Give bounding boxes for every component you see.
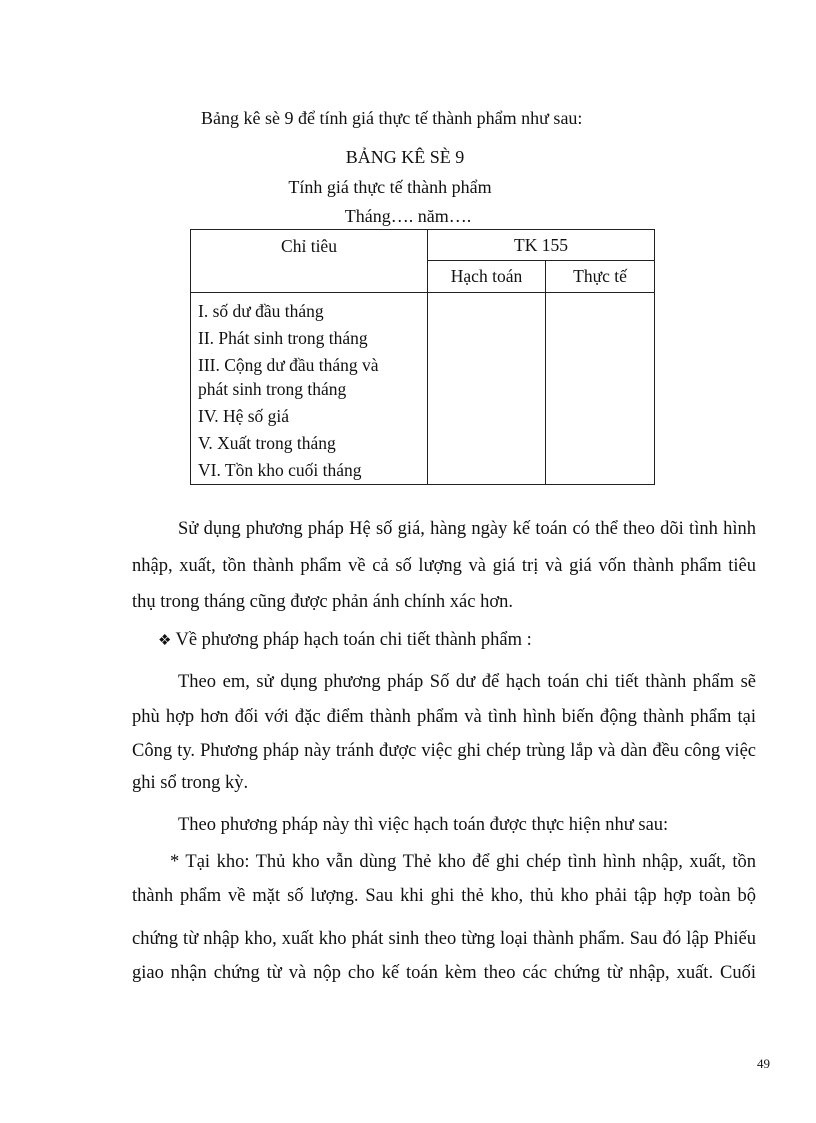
paragraph-line: Theo phương pháp này thì việc hạch toán được thực hiện như sau: — [178, 815, 669, 835]
header-criteria: Chỉ tiêu — [191, 230, 428, 293]
paragraph-line: Sử dụng phương pháp Hệ số giá, hàng ngày kế toán có thể theo dõi tình hình — [178, 519, 756, 539]
row-opening-balance: I. số dư đầu tháng — [198, 301, 324, 321]
cell-book-values — [428, 293, 546, 485]
row-closing-stock: VI. Tồn kho cuối tháng — [198, 460, 362, 480]
header-book-value: Hạch toán — [428, 261, 546, 293]
row-issued: V. Xuất trong tháng — [198, 433, 336, 453]
intro-line: Bảng kê sè 9 để tính giá thực tế thành phẩm như sau: — [201, 108, 583, 128]
bullet-heading — [158, 630, 532, 651]
paragraph-line: giao nhận chứng từ và nộp cho kế toán kèm theo các chứng từ nhập, xuất. Cuối — [132, 963, 756, 983]
paragraph-line: Công ty. Phương pháp này tránh được việc ghi chép trùng lắp và dàn đều công việc — [132, 741, 756, 761]
criteria-list — [191, 293, 428, 485]
page-number: 49 — [757, 1056, 770, 1071]
cell-actual-values — [546, 293, 655, 485]
paragraph-line: * Tại kho: Thủ kho vẫn dùng Thẻ kho để ghi chép tình hình nhập, xuất, tồn — [170, 852, 756, 872]
header-actual-value: Thực tế — [546, 261, 655, 293]
table-period: Tháng…. năm…. — [344, 206, 472, 226]
bullet-text: Về phương pháp hạch toán chi tiết thành phẩm : — [175, 630, 532, 650]
price-table — [190, 229, 655, 485]
table-subtitle: Tính giá thực tế thành phẩm — [288, 177, 492, 197]
diamond-bullet-icon: ❖ — [158, 633, 172, 649]
paragraph-line: Theo em, sử dụng phương pháp Số dư để hạch toán chi tiết thành phẩm sẽ — [178, 672, 756, 692]
row-total-b: phát sinh trong tháng — [198, 379, 347, 399]
paragraph-line: ghi sổ trong kỳ. — [132, 773, 249, 793]
paragraph-line: phù hợp hơn đối với đặc điểm thành phẩm và tình hình biến động thành phẩm tại — [132, 707, 756, 727]
paragraph-line: thành phẩm về mặt số lượng. Sau khi ghi thẻ kho, thủ kho phải tập hợp toàn bộ — [132, 886, 756, 906]
row-price-coefficient: IV. Hệ số giá — [198, 406, 290, 426]
table-title: BẢNG KÊ SÈ 9 — [345, 147, 465, 167]
row-total-a: III. Cộng dư đầu tháng và — [198, 355, 379, 375]
row-incurred: II. Phát sinh trong tháng — [198, 328, 368, 348]
paragraph-line: thụ trong tháng cũng được phản ánh chính xác hơn. — [132, 592, 514, 612]
paragraph-line: chứng từ nhập kho, xuất kho phát sinh theo từng loại thành phẩm. Sau đó lập Phiếu — [132, 929, 756, 949]
paragraph-line: nhập, xuất, tồn thành phẩm về cả số lượng và giá trị và giá vốn thành phẩm tiêu — [132, 556, 756, 576]
header-tk155: TK 155 — [428, 230, 655, 261]
